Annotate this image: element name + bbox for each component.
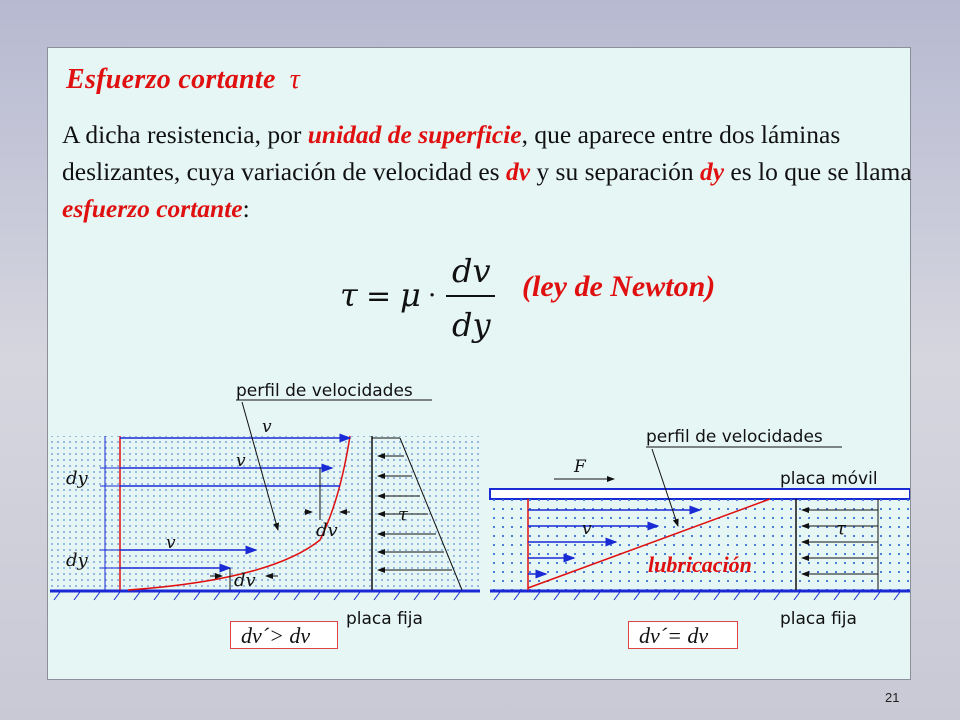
slide-title bbox=[66, 64, 300, 96]
dv-label-upper: dv bbox=[316, 520, 338, 541]
newton-formula bbox=[340, 248, 500, 344]
paragraph-text: A dicha resistencia, por bbox=[62, 120, 308, 149]
dv-label-lower: dv bbox=[234, 570, 256, 591]
formula-numerator: dv bbox=[452, 252, 491, 290]
paragraph-text: : bbox=[242, 194, 250, 223]
paragraph-text: y su separación bbox=[530, 157, 700, 186]
lubricant-film bbox=[490, 499, 910, 591]
newton-law-label: (ley de Newton) bbox=[522, 270, 716, 303]
highlighted-term: esfuerzo cortante bbox=[62, 194, 243, 223]
paragraph-text: , que aparece entre dos láminas deslizantes, cuya variación de velocidad es bbox=[62, 120, 841, 186]
right-v-label: v bbox=[582, 519, 592, 539]
v-label-mid: v bbox=[236, 451, 246, 471]
shear-diagrams bbox=[50, 380, 910, 660]
formula-dot: · bbox=[428, 281, 437, 311]
moving-plate bbox=[490, 489, 910, 499]
lubrication-label: lubricación bbox=[648, 552, 752, 577]
formula-tau: τ bbox=[340, 276, 358, 314]
v-label-top: v bbox=[262, 417, 272, 437]
definition-paragraph bbox=[62, 116, 912, 227]
right-hatch-marks bbox=[494, 592, 900, 600]
page-number: 21 bbox=[885, 690, 900, 705]
formula-denominator: dy bbox=[452, 306, 491, 344]
paragraph-text: es lo que se llama bbox=[724, 157, 912, 186]
right-caption: dv´= dv bbox=[628, 621, 738, 649]
title-text: Esfuerzo cortante bbox=[66, 64, 276, 95]
right-profile-label: perfil de velocidades bbox=[646, 427, 823, 447]
moving-plate-label: placa móvil bbox=[780, 469, 878, 489]
left-profile-label: perfil de velocidades bbox=[236, 381, 413, 401]
v-label-low: v bbox=[166, 533, 176, 553]
highlighted-term: dy bbox=[699, 157, 725, 186]
dy-label-lower: dy bbox=[66, 550, 88, 571]
right-diagram bbox=[490, 427, 910, 629]
left-diagram bbox=[50, 381, 480, 629]
force-label: F bbox=[574, 457, 586, 477]
highlighted-term: dv bbox=[505, 157, 531, 186]
hatch-marks bbox=[54, 592, 460, 600]
title-tau-symbol: τ bbox=[289, 64, 301, 95]
formula-equals: = bbox=[366, 279, 392, 314]
left-fixed-plate-label: placa fija bbox=[346, 609, 423, 629]
tau-label-left: τ bbox=[398, 504, 408, 525]
left-caption: dv´> dv bbox=[230, 621, 338, 649]
highlighted-term: unidad de superficie bbox=[307, 120, 522, 149]
tau-label-right: τ bbox=[836, 518, 846, 539]
dy-label-upper: dy bbox=[66, 468, 88, 489]
formula-mu: μ bbox=[400, 276, 421, 314]
right-fixed-plate-label: placa fija bbox=[780, 609, 857, 629]
